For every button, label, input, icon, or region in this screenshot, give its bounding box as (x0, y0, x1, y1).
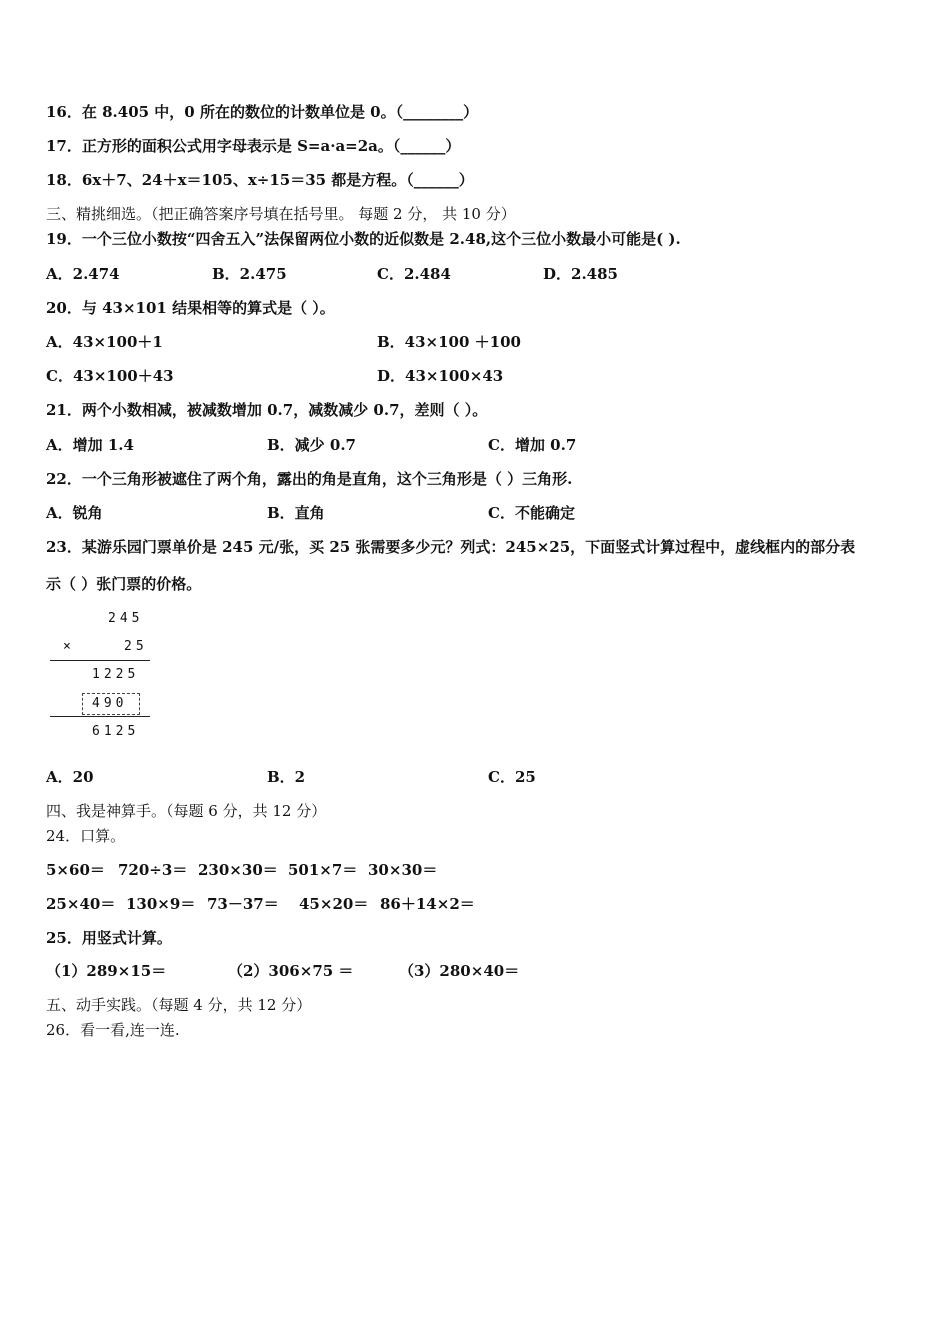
q23-option-b: B．2 (267, 768, 306, 786)
oral-calc-item: 30×30＝ (368, 861, 438, 879)
q19-option-d: D．2.485 (543, 265, 618, 283)
question-23-stem-line2: 示（ ）张门票的价格。 (46, 575, 202, 593)
calc-rule-1 (50, 660, 150, 661)
oral-calc-item: 130×9＝ (126, 895, 196, 913)
oral-calc-item: 5×60＝ (46, 861, 105, 879)
section-3-heading: 三、精挑细选。（把正确答案序号填在括号里。 每题 2 分， 共 10 分） (46, 205, 516, 223)
section-5-heading: 五、动手实践。（每题 4 分，共 12 分） (46, 996, 312, 1014)
q20-option-d: D．43×100×43 (377, 367, 504, 385)
calc-multiplicand: 245 (108, 611, 144, 626)
calc-rule-2 (50, 716, 150, 717)
question-23-stem-line1: 23．某游乐园门票单价是 245 元/张，买 25 张需要多少元？列式：245×25，下面竖式计算过程中，虚线框内的部分表 (46, 538, 856, 556)
oral-calc-item: 230×30＝ (198, 861, 278, 879)
question-18: 18．6x＋7、24＋x＝105、x÷15＝35 都是方程。（______） (46, 171, 474, 189)
oral-calc-item: 86＋14×2＝ (380, 895, 475, 913)
q19-option-c: C．2.484 (377, 265, 451, 283)
q20-option-a: A．43×100＋1 (46, 333, 163, 351)
question-22-stem: 22．一个三角形被遮住了两个角，露出的角是直角，这个三角形是（ ）三角形. (46, 470, 573, 488)
q20-option-b: B．43×100 ＋100 (377, 333, 521, 351)
question-25-title: 25．用竖式计算。 (46, 929, 172, 947)
q21-option-b: B．减少 0.7 (267, 436, 356, 454)
q19-option-a: A．2.474 (46, 265, 120, 283)
question-19-stem: 19．一个三位小数按“四舍五入”法保留两位小数的近似数是 2.48,这个三位小数最小可能是( ). (46, 230, 681, 248)
question-17: 17．正方形的面积公式用字母表示是 S=a·a=2a。（______） (46, 137, 461, 155)
oral-calc-item: 720÷3＝ (118, 861, 188, 879)
q22-option-c: C．不能确定 (488, 504, 575, 522)
oral-calc-item: 25×40＝ (46, 895, 116, 913)
q23-option-c: C．25 (488, 768, 536, 786)
q20-option-c: C．43×100＋43 (46, 367, 174, 385)
oral-calc-item: 501×7＝ (288, 861, 358, 879)
q22-option-b: B．直角 (267, 504, 325, 522)
calc-times-sign: × (63, 639, 71, 654)
q21-option-c: C．增加 0.7 (488, 436, 577, 454)
question-16: 16．在 8.405 中，0 所在的数位的计数单位是 0。（________） (46, 103, 479, 121)
q22-option-a: A．锐角 (46, 504, 103, 522)
question-21-stem: 21．两个小数相减，被减数增加 0.7，减数减少 0.7，差则（ ）。 (46, 401, 488, 419)
calc-partial-2: 490 (92, 696, 128, 711)
section-4-heading: 四、我是神算手。（每题 6 分，共 12 分） (46, 802, 327, 820)
vertical-calc-item: （2）306×75 ＝ (228, 962, 354, 980)
vertical-calc-item: （3）280×40＝ (399, 962, 520, 980)
question-20-stem: 20．与 43×101 结果相等的算式是（ ）。 (46, 299, 335, 317)
q21-option-a: A．增加 1.4 (46, 436, 134, 454)
q19-option-b: B．2.475 (212, 265, 287, 283)
question-24-title: 24．口算。 (46, 827, 126, 845)
question-26: 26．看一看,连一连. (46, 1021, 180, 1039)
vertical-calc-item: （1）289×15＝ (46, 962, 167, 980)
q23-option-a: A．20 (46, 768, 94, 786)
calc-result: 6125 (92, 724, 140, 739)
calc-partial-1: 1225 (92, 667, 140, 682)
oral-calc-item: 45×20＝ (299, 895, 369, 913)
calc-multiplier: 25 (124, 639, 148, 654)
oral-calc-item: 73－37＝ (207, 895, 279, 913)
